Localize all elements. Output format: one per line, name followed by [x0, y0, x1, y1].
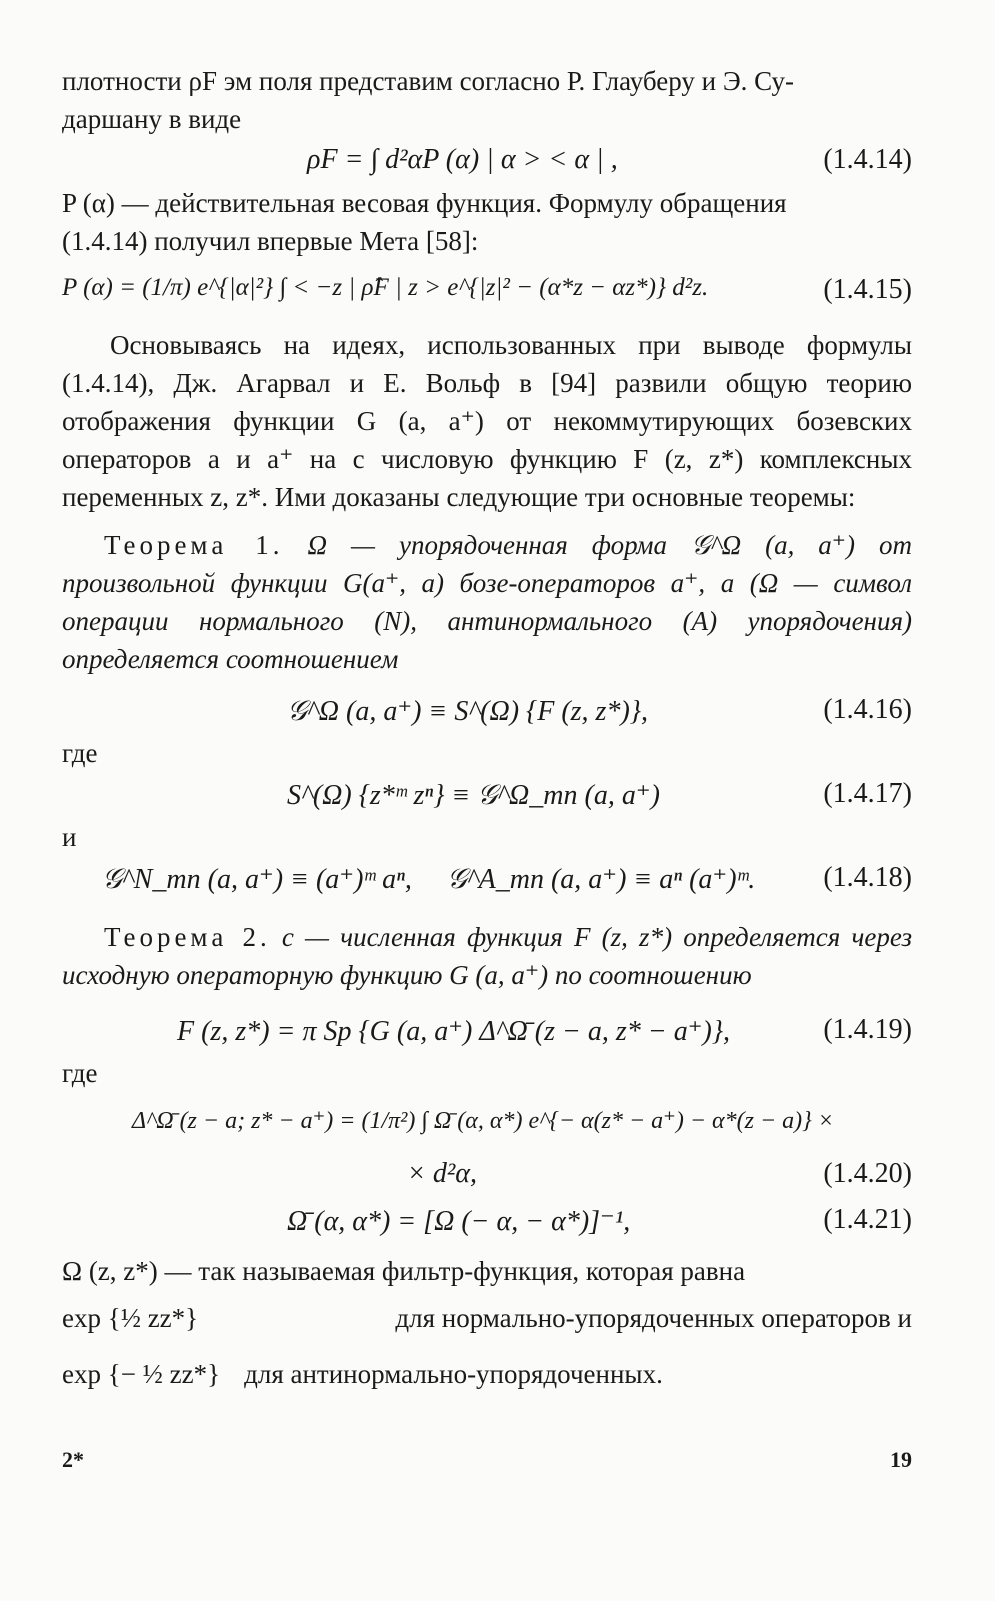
theorem-1-label: Теорема 1. [104, 530, 284, 560]
theorem-2 [62, 918, 912, 994]
filter-line-3 [62, 1346, 912, 1402]
intro-line-2: даршану в виде [62, 104, 242, 134]
equation-formula: 𝒢^N_mn (a, a⁺) ≡ (a⁺)ᵐ aⁿ, 𝒢^A_mn (a, a⁺) ≡ aⁿ (a⁺)ᵐ. [102, 864, 756, 895]
page-content [62, 62, 912, 1402]
equation-1-4-18 [62, 856, 912, 902]
word-gde-1: где [62, 738, 98, 768]
filter-line-2 [62, 1290, 912, 1346]
equation-1-4-20 [62, 1092, 912, 1152]
page-number: 19 [890, 1447, 912, 1472]
filter-text-normal: для нормально-упорядоченных операторов и [395, 1303, 912, 1333]
equation-1-4-15 [62, 260, 912, 320]
equation-1-4-14 [62, 138, 912, 184]
signature-mark: 2* [62, 1447, 84, 1472]
equation-formula: Δ^Ω̄ (z − a; z* − a⁺) = (1/π²) ∫ Ω̄ (α, α*) e^{− α(z* − a⁺) − α*(z − a)} × [132, 1108, 834, 1134]
equation-1-4-17 [62, 772, 912, 818]
equation-number: (1.4.16) [823, 694, 912, 725]
para-p-line-1: P (α) — действительная весовая функция. Формулу обращения [62, 188, 787, 218]
equation-formula: Ω̄ (α, α*) = [Ω (− α, − α*)]⁻¹, [287, 1206, 631, 1237]
equation-formula: 𝒢^Ω (a, a⁺) ≡ S^(Ω) {F (z, z*)}, [287, 696, 648, 727]
filter-exp-normal: exp {½ zz*} [62, 1303, 199, 1333]
equation-number: (1.4.18) [823, 862, 912, 893]
equation-number: (1.4.19) [823, 1014, 912, 1045]
equation-number: (1.4.14) [823, 144, 912, 175]
theorem-1-text: Ω — упорядоченная форма 𝒢^Ω (a, a⁺) от произвольной функции G(a⁺, a) бозе-операторов a⁺, a (Ω — символ операции нормального (N), антинормального (A) упорядочения) определяется соотношением [62, 530, 912, 674]
equation-1-4-19 [62, 1008, 912, 1054]
equation-number: (1.4.17) [823, 778, 912, 809]
paragraph-main: Основываясь на идеях, использованных при выводе формулы (1.4.14), Дж. Агарвал и Е. Вольф в [94] развили общую теорию отображения функции G (a, a⁺) от некоммутирующих бозевских операторов a и a⁺ на c числовую функцию F (z, z*) комплексных переменных z, z*. Ими доказаны следующие три основные теоремы: [62, 330, 912, 512]
word-gde-2: где [62, 1058, 98, 1088]
filter-text-antinormal: для антинормально-упорядоченных. [244, 1359, 663, 1389]
equation-number: (1.4.21) [823, 1204, 912, 1235]
theorem-2-label: Теорема 2. [104, 922, 271, 952]
intro-line-1: плотности ρF эм поля представим согласно Р. Глауберу и Э. Су- [62, 66, 794, 96]
equation-1-4-16 [62, 688, 912, 734]
theorem-1 [62, 526, 912, 678]
equation-continuation: × d²α, [407, 1158, 477, 1189]
filter-exp-antinormal: exp {− ½ zz*} [62, 1359, 221, 1389]
equation-formula: ρF = ∫ d²αP (α) | α > < α | , [307, 144, 618, 175]
equation-formula: P (α) = (1/π) e^{|α|²} ∫ < −z | ρ̂F | z > e^{|z|² − (α*z − αz*)} d²z. [62, 274, 709, 301]
word-i: и [62, 822, 77, 852]
equation-number: (1.4.15) [823, 274, 912, 305]
equation-formula: S^(Ω) {z*ᵐ zⁿ} ≡ 𝒢^Ω_mn (a, a⁺) [287, 780, 660, 811]
filter-line-1: Ω (z, z*) — так называемая фильтр-функция, которая равна [62, 1256, 746, 1286]
equation-1-4-21 [62, 1198, 912, 1244]
theorem-2-text: c — численная функция F (z, z*) определяется через исходную операторную функцию G (a, a⁺) по соотношению [62, 922, 912, 990]
equation-number: (1.4.20) [823, 1158, 912, 1189]
equation-1-4-20-continuation [62, 1152, 912, 1198]
para-p-line-2: (1.4.14) получил впервые Мета [58]: [62, 226, 479, 256]
equation-formula: F (z, z*) = π Sp {G (a, a⁺) Δ^Ω̄ (z − a, z* − a⁺)}, [177, 1016, 731, 1047]
